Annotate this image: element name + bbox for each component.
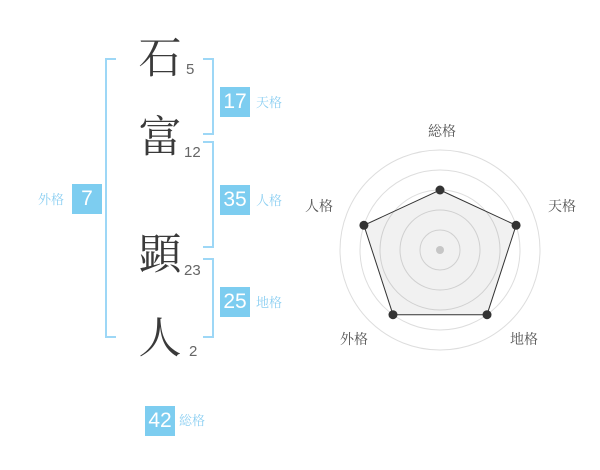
radar-axis-label-jinkaku: 人格 (305, 198, 333, 214)
stroke-count: 12 (184, 144, 201, 161)
stroke-count: 2 (189, 343, 198, 360)
jinkaku-label: 人格 (256, 193, 283, 208)
radar-center-dot (436, 246, 444, 254)
radar-axis-label-chikaku: 地格 (510, 331, 538, 347)
name-character: 顕 (138, 231, 182, 279)
gaikaku-value-badge: 7 (72, 184, 102, 214)
tenkaku-value-badge: 17 (220, 87, 250, 117)
jinkaku-value-badge: 35 (220, 185, 250, 215)
radar-axis-label-gaikaku: 外格 (340, 331, 368, 347)
stroke-count: 23 (184, 262, 201, 279)
name-character: 石 (138, 35, 182, 83)
tenkaku-label: 天格 (256, 95, 283, 110)
radar-axis-label-soukaku: 総格 (428, 123, 456, 139)
radar-vertex-dot (436, 186, 445, 195)
gaikaku-label: 外格 (37, 192, 64, 207)
soukaku-label: 総格 (179, 413, 206, 428)
chikaku-value-badge: 25 (220, 287, 250, 317)
radar-vertex-dot (388, 310, 397, 319)
radar-vertex-dot (359, 221, 368, 230)
soukaku-value-badge: 42 (145, 406, 175, 436)
name-character: 富 (138, 114, 182, 162)
stroke-count: 5 (186, 61, 195, 78)
radar-axis-label-tenkaku: 天格 (548, 198, 576, 214)
chikaku-label: 地格 (256, 295, 283, 310)
radar-vertex-dot (512, 221, 521, 230)
name-character: 人 (138, 315, 182, 363)
radar-vertex-dot (483, 310, 492, 319)
